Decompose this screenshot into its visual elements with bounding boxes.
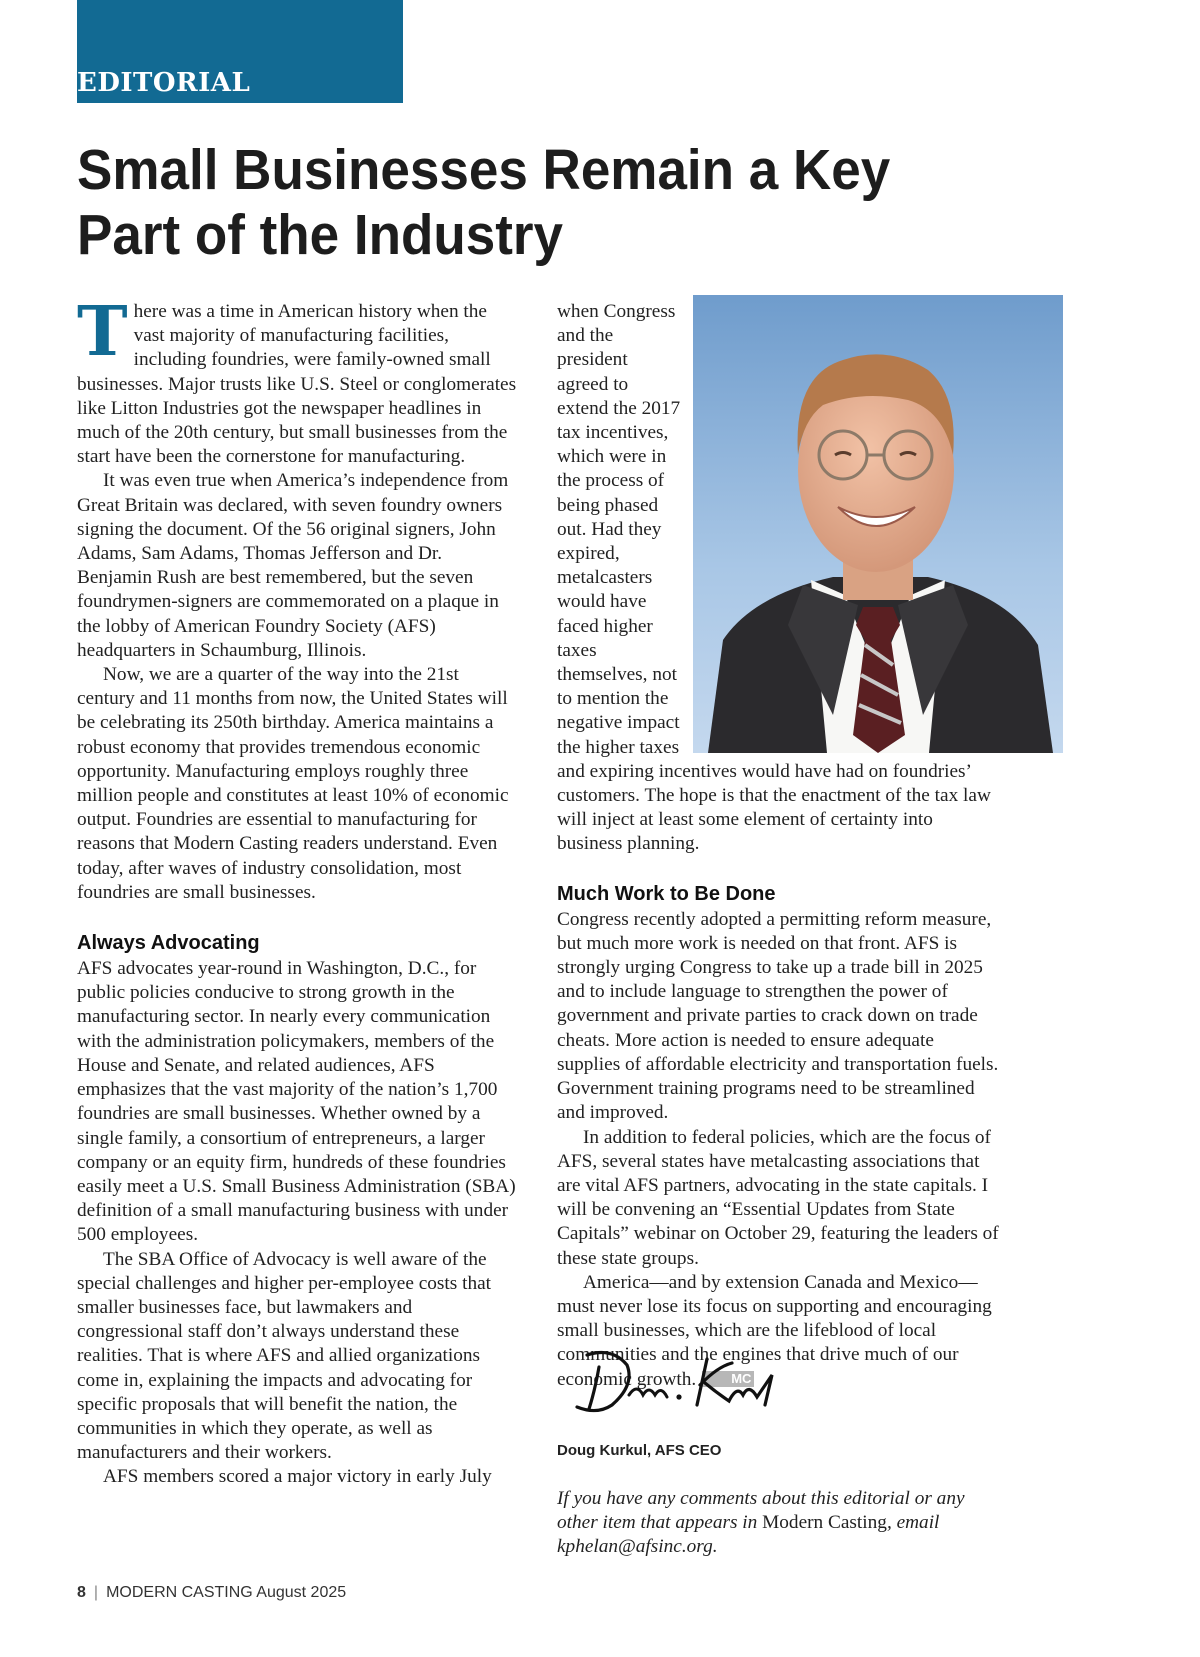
- comment-note: If you have any comments about this editorial or any other item that appears in Modern Casting, email kphelan@afsinc.org.: [557, 1488, 965, 1557]
- paragraph-5: The SBA Office of Advocacy is well aware of the special challenges and higher per-employee costs that smaller businesses face, but lawmakers and congressional staff don’t always understand these realities. That is where AFS and allied organizations come in, explaining the impacts and advocating for specific proposals that will benefit the nation, the communities in which they operate, as well as manufacturers and their workers.: [77, 1248, 492, 1464]
- subhead-much-work: Much Work to Be Done: [557, 882, 776, 905]
- publication-name: MODERN CASTING: [106, 1584, 253, 1601]
- paragraph-9: America—and by extension Canada and Mexico—must never lose its focus on supporting and encouraging small businesses, which are the lifeblood of local communities and the engines that drive much of our economic growth. MC: [557, 1271, 992, 1390]
- page-footer: [77, 1584, 346, 1602]
- paragraph-1: There was a time in American history when the vast majority of manufacturing facilities, including foundries, were family-owned small businesses. Major trusts like U.S. Steel or conglomerates like Litton Industries got the newspaper headlines in much of the 20th century, but small businesses from the start have been the cornerstone for manufacturing.: [77, 292, 517, 468]
- paragraph-6-continued: when Congress and the president agreed to extend the 2017 tax incentives, which were in the process of being phased out. Had they expired, metalcasters would have faced higher taxes themselves, not to mention the negative impact the higher taxes and expiring incentives would have had on foundries’ customers. The hope is that the enactment of the tax law will inject at least some element of certainty into business planning.: [557, 301, 991, 855]
- article-column-left: [77, 292, 517, 1490]
- drop-cap: T: [77, 292, 128, 372]
- footer-separator: |: [93, 1584, 99, 1601]
- headline: Small Businesses Remain a Key Part of the Industry: [77, 138, 891, 267]
- author-photo: [693, 295, 1063, 753]
- paragraph-3: Now, we are a quarter of the way into the 21st century and 11 months from now, the United States will be celebrating its 250th birthday. America maintains a robust economy that provides tremendous economic opportunity. Manufacturing employs roughly three million people and constitutes at least 10% of economic output. Foundries are essential to manufacturing for reasons that Modern Casting readers understand. Even today, after waves of industry consolidation, most foundries are small businesses.: [77, 664, 509, 903]
- issue-date: August 2025: [256, 1584, 347, 1601]
- paragraph-2: It was even true when America’s independence from Great Britain was declared, with seven foundry owners signing the document. Of the 56 original signers, John Adams, Sam Adams, Thomas Jefferson and Dr. Benjamin Rush are best remembered, but the seven foundrymen-signers are commemorated on a plaque in the lobby of American Foundry Society (AFS) headquarters in Schaumburg, Illinois.: [77, 470, 509, 661]
- subhead-always-advocating: Always Advocating: [77, 932, 260, 955]
- paragraph-8: In addition to federal policies, which are the focus of AFS, several states have metalcasting associations that are vital AFS partners, advocating in the state capitals. I will be convening an “Essential Updates from State Capitals” webinar on October 29, featuring the leaders of these state groups.: [557, 1126, 999, 1269]
- section-label: EDITORIAL: [77, 68, 251, 98]
- signature-image: [567, 1345, 797, 1415]
- signer-name: Doug Kurkul, AFS CEO: [557, 1442, 722, 1459]
- paragraph-7: Congress recently adopted a permitting reform measure, but much more work is needed on that front. AFS is strongly urging Congress to take up a trade bill in 2025 and to include language to strengthen the power of government and private parties to crack down on trade cheats. More action is needed to ensure adequate supplies of affordable electricity and transportation fuels. Government training programs need to be streamlined and improved.: [557, 908, 999, 1124]
- paragraph-4: AFS advocates year-round in Washington, D.C., for public policies conducive to strong growth in the manufacturing sector. In nearly every communication with the administration policymakers, members of the House and Senate, and related audiences, AFS emphasizes that the vast majority of the nation’s 1,700 foundries are small businesses. Whether owned by a single family, a consortium of entrepreneurs, a larger company or an equity firm, hundreds of these foundries easily meet a U.S. Small Business Administration (SBA) definition of a small manufacturing business with under 500 employees.: [77, 958, 516, 1246]
- article-column-right: [557, 300, 1000, 1392]
- end-mark-logo: MC: [702, 1371, 754, 1387]
- page-number: 8: [77, 1584, 86, 1601]
- magazine-name: Modern Casting: [762, 1512, 887, 1533]
- paragraph-6: AFS members scored a major victory in early July: [103, 1466, 492, 1488]
